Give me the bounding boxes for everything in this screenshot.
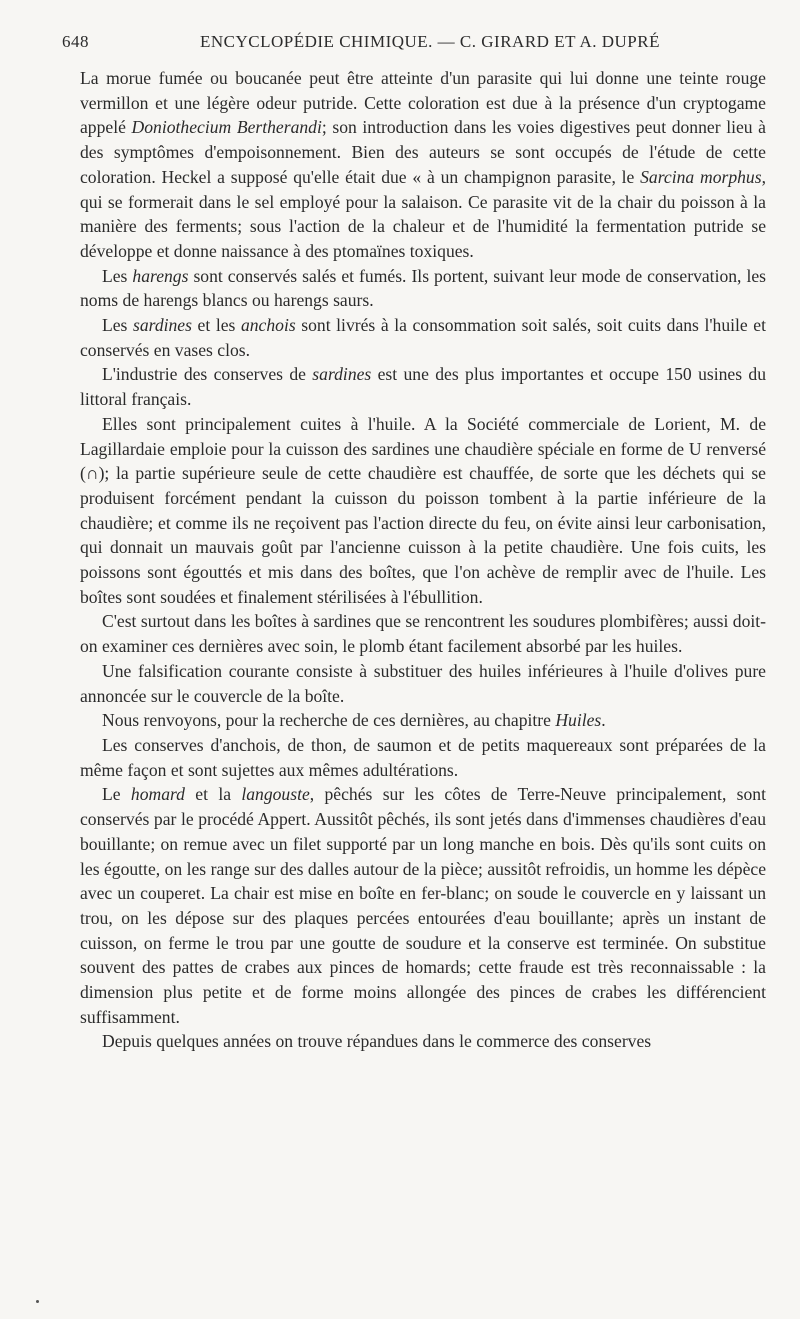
paragraph <box>80 362 766 411</box>
running-title: ENCYCLOPÉDIE CHIMIQUE. — C. GIRARD ET A. DUPRÉ <box>200 32 660 51</box>
text-run: est une des plus importantes et occupe 150 usines du littoral français. <box>80 364 766 410</box>
page-header <box>62 32 768 60</box>
text-run: et la <box>184 784 242 805</box>
text-run: , qui se formerait dans le sel employé pour la salaison. Ce parasite vit de la chair du poisson à la manière des ferments; sous l'action de la chaleur et de l'humidité la fermentation putride se développe et donne naissance à des ptomaïnes toxiques. <box>80 166 766 261</box>
paragraph: C'est surtout dans les boîtes à sardines que se rencontrent les soudures plombifères; aussi doit-on examiner ces dernières avec soin, le plomb étant facilement absorbé par les huiles. <box>80 611 766 657</box>
italic-term: sardines <box>312 364 372 385</box>
text-run: Le <box>102 784 131 805</box>
paragraph <box>80 264 766 313</box>
paragraph: Les conserves d'anchois, de thon, de saumon et de petits maquereaux sont préparées de la même façon et sont sujettes aux mêmes adultérations. <box>80 734 766 780</box>
scan-speck <box>36 1300 39 1303</box>
text-run: Les <box>102 265 133 286</box>
page-body <box>80 66 766 1054</box>
italic-term: sardines <box>132 315 192 336</box>
paragraph <box>80 66 766 264</box>
text-run: sont livrés à la consommation soit salés, soit cuits dans l'huile et conservés en vases clos. <box>80 315 766 360</box>
text-run: L'industrie des conserves de <box>102 364 313 385</box>
text-run: sont conservés salés et fumés. Ils portent, suivant leur mode de conservation, les noms de harengs blancs ou harengs saurs. <box>80 265 766 311</box>
paragraph <box>80 313 766 362</box>
text-run: La morue fumée ou boucanée peut être atteinte d'un parasite qui lui donne une teinte rouge vermillon et une légère odeur putride. Cette coloration est due à la présence d'un cryptogame appelé <box>80 68 766 138</box>
paragraph <box>80 708 766 733</box>
text-run: Les <box>102 315 133 336</box>
italic-term: Huiles <box>555 710 602 731</box>
paragraph: Depuis quelques années on trouve répandues dans le commerce des conserves <box>102 1031 652 1052</box>
page-number: 648 <box>62 32 89 51</box>
italic-term: langouste <box>241 784 310 805</box>
paragraph: Une falsification courante consiste à substituer des huiles inférieures à l'huile d'olives pure annoncée sur le couvercle de la boîte. <box>80 660 766 706</box>
italic-term: harengs <box>132 265 189 286</box>
text-run: et les <box>191 315 241 336</box>
paragraph: Elles sont principalement cuites à l'huile. A la Société commerciale de Lorient, M. de Lagillardaie emploie pour la cuisson des sardines une chaudière spéciale en forme de U renversé (∩); la partie supérieure seule de cette chaudière est chauffée, de sorte que les déchets qui se produisent forcément pendant la cuisson du poisson tombent à la partie inférieure de la chaudière; et comme ils ne reçoivent pas l'action directe du feu, on évite ainsi leur carbonisation, qui donnait un mauvais goût par l'ancienne cuisson à la petite chaudière. Une fois cuits, les poissons sont égouttés et mis dans des boîtes, que l'on achève de remplir avec de l'huile. Les boîtes sont soudées et finalement stérilisées à l'ébullition. <box>80 413 766 607</box>
italic-term: homard <box>130 784 185 805</box>
text-run: . <box>601 710 606 731</box>
italic-term: anchois <box>240 315 296 336</box>
text-run: , pêchés sur les côtes de Terre-Neuve principalement, sont conservés par le procédé Appert. Aussitôt pêchés, ils sont jetés dans d'immenses chaudières d'eau bouillante; on remue avec un filet supporté par un long manche en bois. Dès qu'ils sont cuits on les égoutte, on les range sur des dalles autour de la pièce; aussitôt refroidis, un homme les dépèce avec un couperet. La chair est mise en boîte en fer-blanc; on soude le couvercle en y laissant un trou, on les dépose sur des plaques percées entourées d'eau bouillante; après un instant de cuisson, on ferme le trou par une goutte de soudure et la conserve est terminée. On substitue souvent des pattes de crabes aux pinces de homards; cette fraude est très reconnaissable : la dimension plus petite et de forme moins allongée des pinces de crabes les différencient suffisamment. <box>80 784 766 1027</box>
italic-term: Doniothecium Bertherandi <box>131 117 322 138</box>
italic-term: Sarcina morphus <box>640 166 762 187</box>
text-run: Nous renvoyons, pour la recherche de ces dernières, au chapitre <box>102 710 556 731</box>
text-run: ; son introduction dans les voies digestives peut donner lieu à des symptômes d'empoisonnement. Bien des auteurs se sont occupés de l'étude de cette coloration. Heckel a supposé qu'elle était due « à un champignon parasite, le <box>80 117 766 187</box>
paragraph <box>80 782 766 1029</box>
